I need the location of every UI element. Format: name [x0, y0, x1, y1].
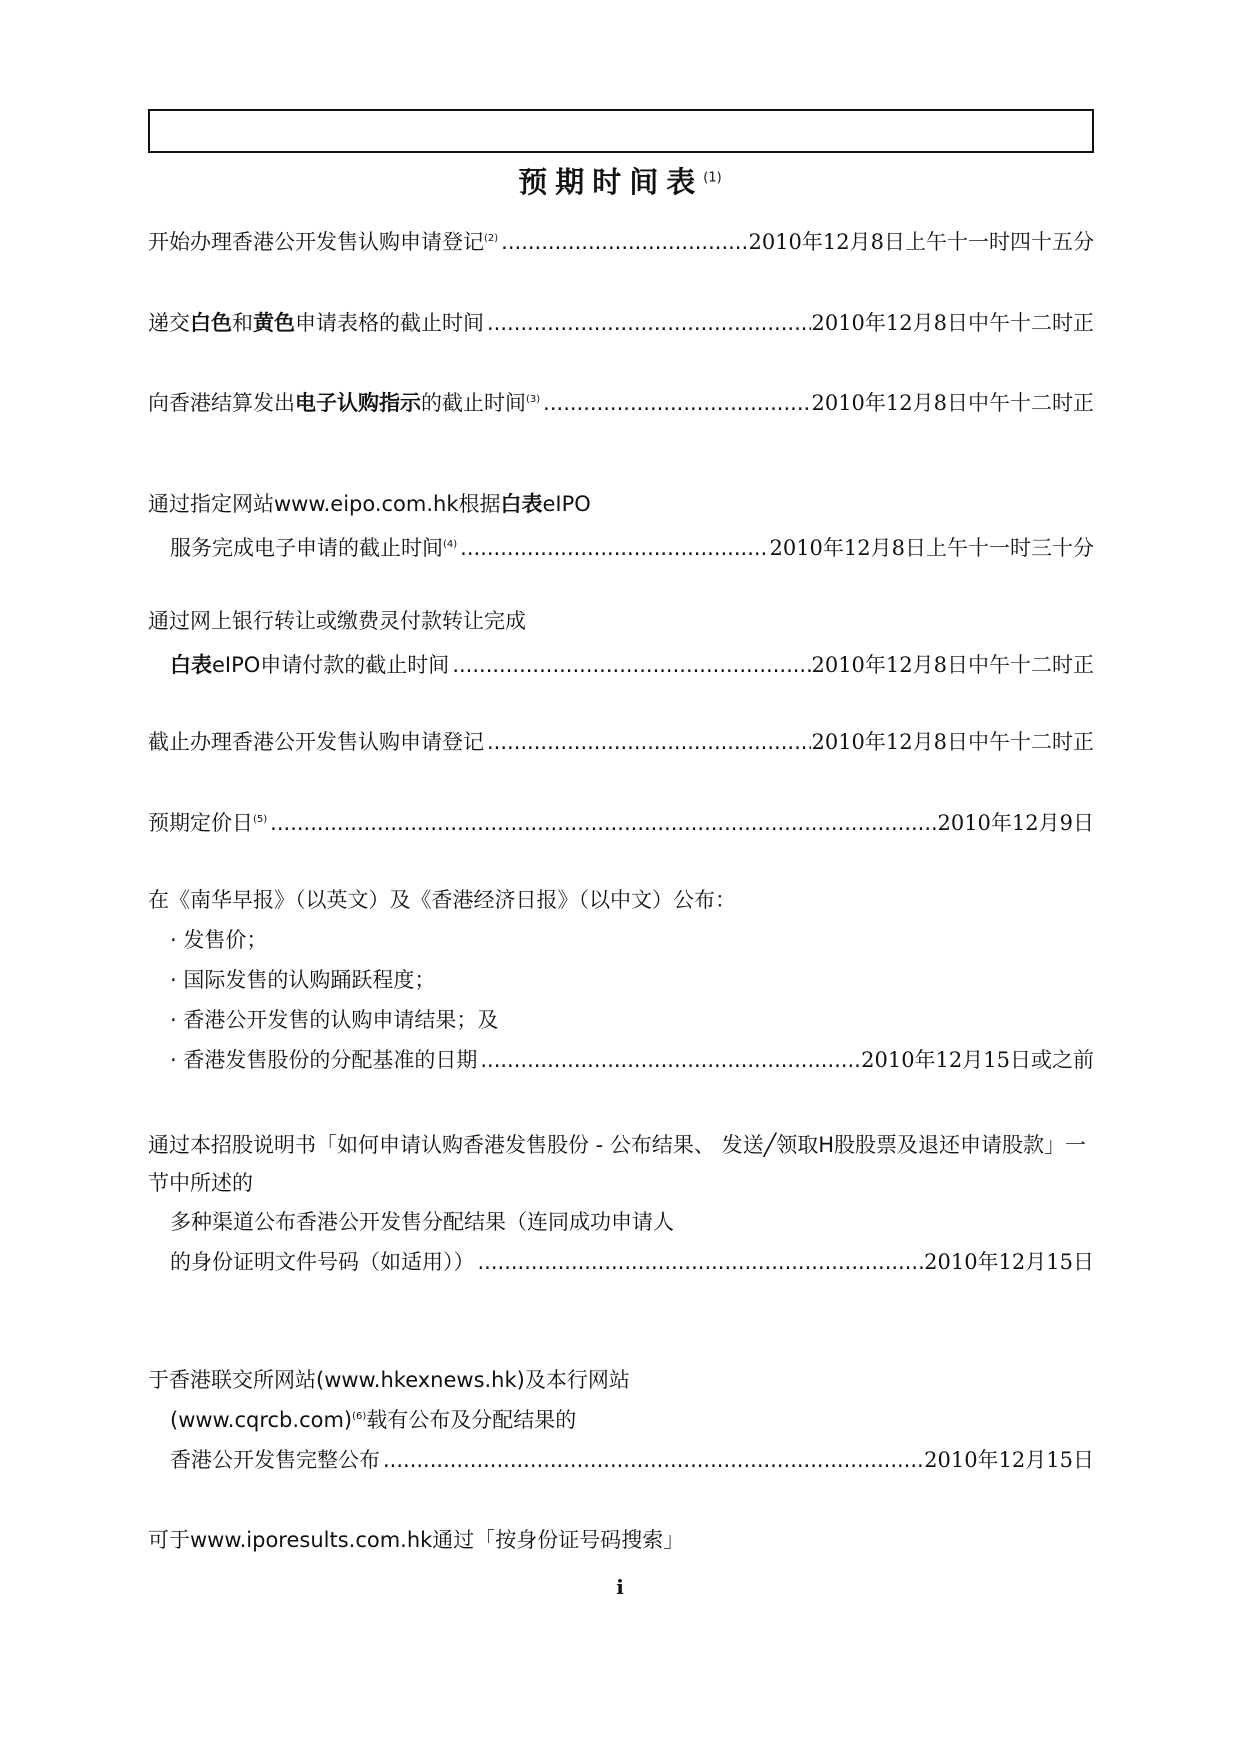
entry-date: 2010年12月8日中午十二时正	[811, 653, 1094, 677]
footnote-ref: (6)	[352, 1411, 367, 1422]
bank-website: (www.cqrcb.com)	[170, 1408, 353, 1432]
bullet-item: · 国际发售的认购踊跃程度；	[170, 968, 436, 992]
leader-dots	[449, 645, 811, 685]
timetable-entry-9	[148, 1126, 1094, 1282]
white-form-label: 白表	[500, 492, 543, 516]
entry-date: 2010年12月15日或之前	[861, 1048, 1094, 1072]
entry-label-post: 载有公布及分配结果的	[366, 1408, 577, 1432]
leader-dots	[498, 222, 748, 262]
timetable-entry-4	[148, 484, 1094, 568]
entry-label: 截止办理香港公开发售认购申请登记	[148, 730, 484, 754]
entry-label: 开始办理香港公开发售认购申请登记	[148, 230, 484, 254]
entry-label: 可于www.iporesults.com.hk通过「按身份证号码搜索」	[148, 1528, 685, 1552]
timetable-entry-6	[148, 722, 1094, 762]
timetable-entry-2	[148, 303, 1094, 343]
leader-dots	[475, 1242, 925, 1282]
white-form-label: 白表	[170, 653, 212, 677]
entry-label-line3: 香港公开发售完整公布	[170, 1448, 380, 1472]
entry-date: 2010年12月8日中午十二时正	[811, 730, 1094, 754]
white-form-label: 白色	[190, 311, 232, 335]
page-title	[0, 160, 1240, 201]
footnote-ref: (4)	[443, 539, 458, 550]
entry-label: 服务完成电子申请的截止时间	[170, 536, 443, 560]
leader-dots	[477, 1040, 861, 1080]
entry-date: 2010年12月15日	[924, 1250, 1094, 1274]
entry-date: 2010年12月9日	[937, 811, 1094, 835]
timetable-entry-3	[148, 383, 1094, 423]
title-text: 预期时间表	[518, 165, 704, 199]
entry-date: 2010年12月15日	[924, 1448, 1094, 1472]
entry-label-line3: 的身份证明文件号码（如适用））	[170, 1250, 475, 1274]
timetable-entry-10	[148, 1360, 1094, 1480]
title-footnote: (1)	[703, 170, 722, 186]
yellow-form-label: 黄色	[253, 311, 295, 335]
leader-dots	[267, 803, 937, 843]
entry-label-pre: 向香港结算发出	[148, 391, 295, 415]
leader-dots	[380, 1440, 924, 1480]
footnote-ref: (2)	[484, 233, 499, 244]
bullet-item: · 香港发售股份的分配基准的日期	[170, 1048, 478, 1072]
timetable-entry-1	[148, 222, 1094, 262]
entry-label: 在《南华早报》（以英文）及《香港经济日报》（以中文）公布：	[148, 888, 736, 912]
entry-label-pre: 递交	[148, 311, 190, 335]
entry-label: 预期定价日	[148, 811, 253, 835]
timetable-entry-11	[148, 1520, 1094, 1560]
footnote-ref: (5)	[253, 814, 268, 825]
page-number: i	[616, 1575, 624, 1599]
leader-dots	[484, 722, 811, 762]
entry-label-post: eIPO	[542, 492, 591, 516]
leader-dots	[540, 383, 811, 423]
entry-date: 2010年12月8日上午十一时三十分	[769, 536, 1094, 560]
timetable-entry-7	[148, 803, 1094, 843]
entry-label-post: 的截止时间	[421, 391, 526, 415]
timetable-entry-5	[148, 601, 1094, 685]
electronic-instruction-label: 电子认购指示	[295, 391, 421, 415]
timetable-entry-8	[148, 880, 1094, 1080]
entry-date: 2010年12月8日中午十二时正	[811, 311, 1094, 335]
entry-label-line2: 多种渠道公布香港公开发售分配结果（连同成功申请人	[170, 1210, 674, 1234]
entry-label-mid: 和	[232, 311, 253, 335]
entry-label: 通过网上银行转让或缴费灵付款转让完成	[148, 609, 526, 633]
entry-date: 2010年12月8日中午十二时正	[811, 391, 1094, 415]
entry-label: 于香港联交所网站(www.hkexnews.hk)及本行网站	[148, 1368, 630, 1392]
leader-dots	[457, 528, 769, 568]
footnote-ref: (3)	[526, 394, 541, 405]
entry-date: 2010年12月8日上午十一时四十五分	[748, 230, 1094, 254]
bullet-item: · 香港公开发售的认购申请结果；及	[170, 1008, 499, 1032]
entry-label-post: eIPO申请付款的截止时间	[212, 653, 450, 677]
entry-label-post: 申请表格的截止时间	[295, 311, 484, 335]
bullet-item: · 发售价；	[170, 928, 268, 952]
leader-dots	[484, 303, 811, 343]
entry-label-pre: 通过指定网站www.eipo.com.hk根据	[148, 492, 501, 516]
header-box	[148, 109, 1094, 153]
entry-label: 通过本招股说明书「如何申请认购香港发售股份 - 公布结果、 发送╱领取H股股票及退还申请股款」一节中所述的	[148, 1133, 1087, 1195]
